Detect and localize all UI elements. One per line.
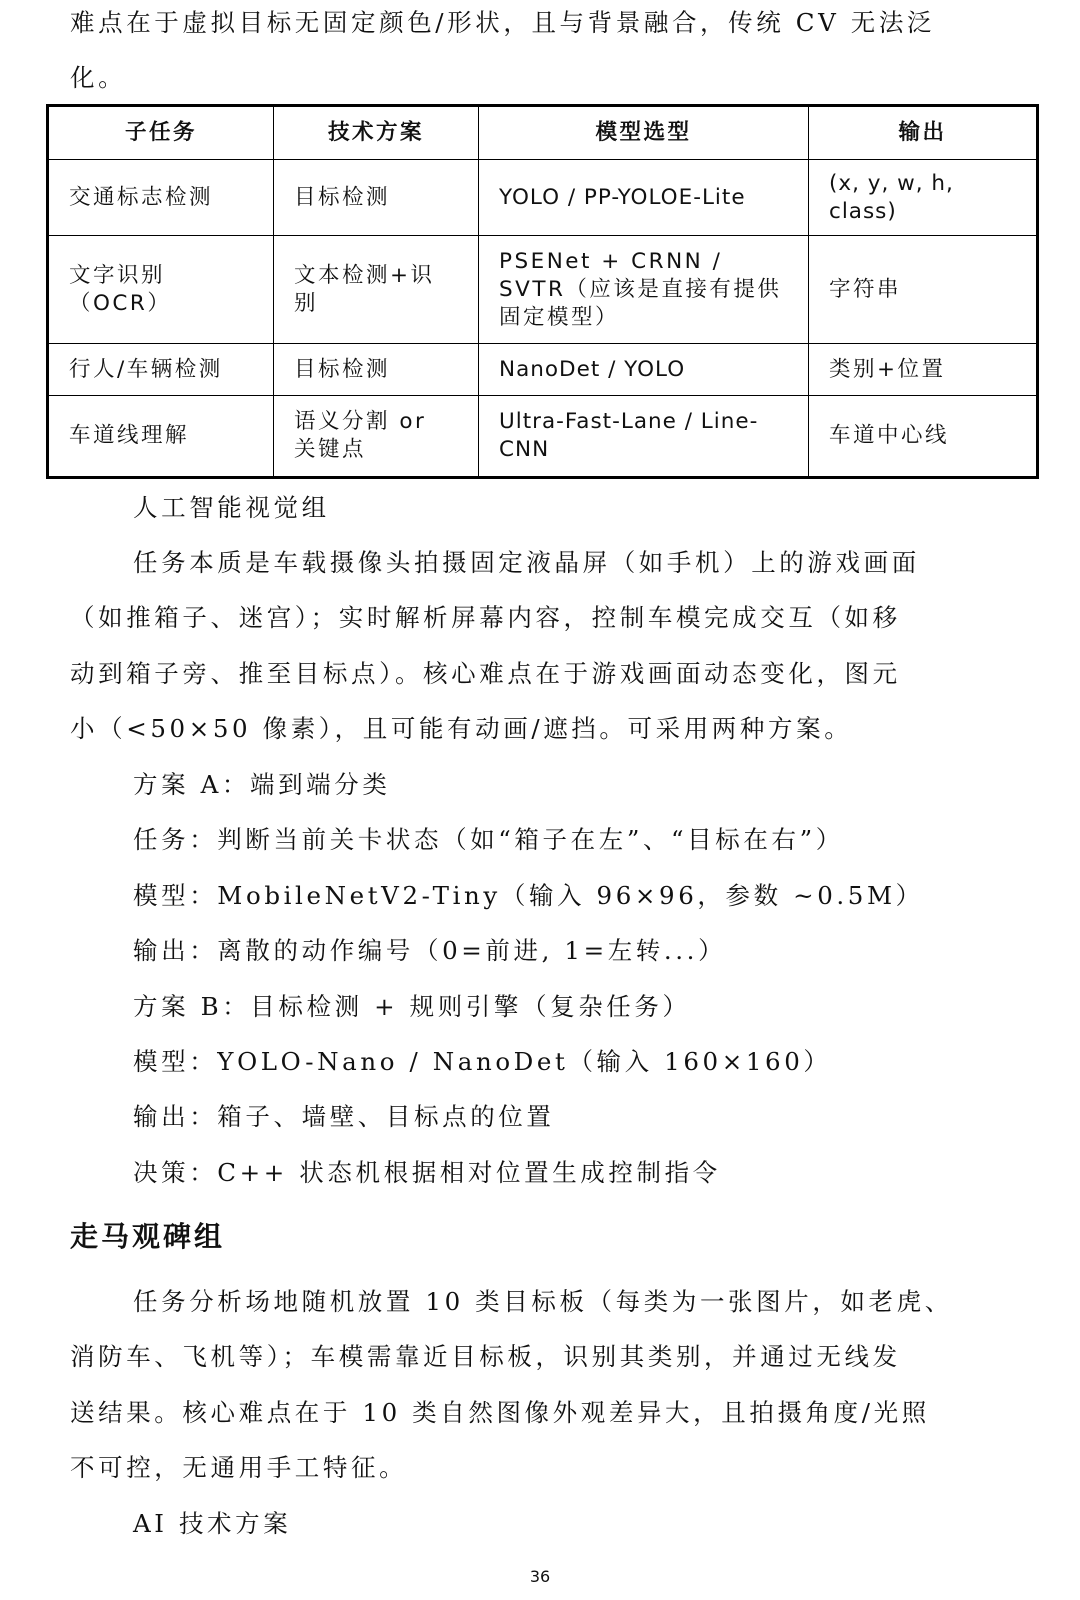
page-number: 36 <box>529 1567 551 1586</box>
paragraph-line: 任务本质是车载摄像头拍摄固定液晶屏（如手机）上的游戏画面 <box>133 548 920 577</box>
table-cell-output: 字符串 <box>809 236 1038 344</box>
scheme-a-output: 输出：离散的动作编号（0=前进, 1=左转...） <box>133 936 727 965</box>
table-cell-output: (x, y, w, h, class) <box>809 160 1038 236</box>
section-title: 人工智能视觉组 <box>133 493 330 522</box>
column-header-output: 输出 <box>809 106 1038 160</box>
table-cell-subtask: 文字识别（OCR） <box>48 236 274 344</box>
table-cell-approach: 语义分割 or 关键点 <box>274 396 479 478</box>
table-row <box>48 396 1038 478</box>
table-cell-subtask: 行人/车辆检测 <box>48 344 274 396</box>
scheme-a-title: 方案 A：端到端分类 <box>133 770 391 799</box>
scheme-b-decision: 决策：C++ 状态机根据相对位置生成控制指令 <box>133 1158 721 1187</box>
scheme-b-model: 模型：YOLO-Nano / NanoDet（输入 160×160） <box>133 1047 832 1076</box>
table-cell-approach: 文本检测+识别 <box>274 236 479 344</box>
table-cell-approach: 目标检测 <box>274 344 479 396</box>
table-cell-output: 类别+位置 <box>809 344 1038 396</box>
paragraph-line: 化。 <box>70 63 127 92</box>
paragraph-line: 不可控，无通用手工特征。 <box>70 1453 408 1482</box>
table-cell-model: NanoDet / YOLO <box>479 344 809 396</box>
table-cell-approach: 目标检测 <box>274 160 479 236</box>
scheme-b-title: 方案 B：目标检测 + 规则引擎（复杂任务） <box>133 992 691 1021</box>
table-row <box>48 160 1038 236</box>
table-cell-output: 车道中心线 <box>809 396 1038 478</box>
paragraph-line: 任务分析场地随机放置 10 类目标板（每类为一张图片，如老虎、 <box>133 1287 953 1316</box>
subsection-title: AI 技术方案 <box>133 1509 292 1538</box>
table-cell-model: YOLO / PP-YOLOE-Lite <box>479 160 809 236</box>
table-cell-model: Ultra-Fast-Lane / Line-CNN <box>479 396 809 478</box>
scheme-a-model: 模型：MobileNetV2-Tiny（输入 96×96，参数 ~0.5M） <box>133 881 924 910</box>
paragraph-line: 动到箱子旁、推至目标点）。核心难点在于游戏画面动态变化，图元 <box>70 659 901 688</box>
table-cell-model: PSENet + CRNN / SVTR（应该是直接有提供固定模型） <box>479 236 809 344</box>
table-row <box>48 344 1038 396</box>
column-header-model: 模型选型 <box>479 106 809 160</box>
table-header-row <box>48 106 1038 160</box>
scheme-a-task: 任务：判断当前关卡状态（如“箱子在左”、“目标在右”） <box>133 825 844 854</box>
section-heading: 走马观碑组 <box>70 1220 226 1253</box>
paragraph-line: 送结果。核心难点在于 10 类自然图像外观差异大，且拍摄角度/光照 <box>70 1398 930 1427</box>
paragraph-line: 小（<50×50 像素），且可能有动画/遮挡。可采用两种方案。 <box>70 714 853 743</box>
column-header-subtask: 子任务 <box>48 106 274 160</box>
model-selection-table <box>46 104 1039 479</box>
paragraph-line: （如推箱子、迷宫）；实时解析屏幕内容，控制车模完成交互（如移 <box>70 603 901 632</box>
column-header-approach: 技术方案 <box>274 106 479 160</box>
paragraph-line: 难点在于虚拟目标无固定颜色/形状，且与背景融合，传统 CV 无法泛 <box>70 8 936 37</box>
scheme-b-output: 输出：箱子、墙壁、目标点的位置 <box>133 1102 555 1131</box>
table-cell-subtask: 交通标志检测 <box>48 160 274 236</box>
paragraph-line: 消防车、飞机等）；车模需靠近目标板，识别其类别，并通过无线发 <box>70 1342 901 1371</box>
table-row <box>48 236 1038 344</box>
table-cell-subtask: 车道线理解 <box>48 396 274 478</box>
